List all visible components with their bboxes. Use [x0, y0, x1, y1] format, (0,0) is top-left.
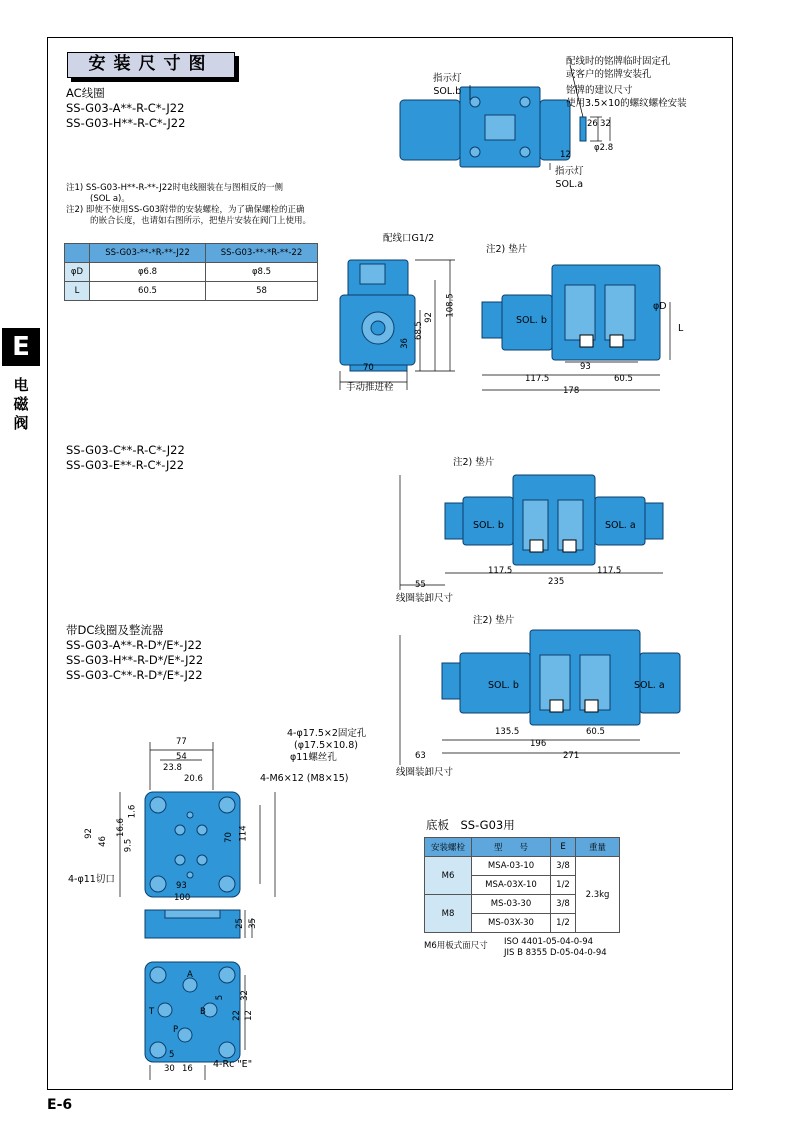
lamp-b-label: 指示灯 SOL.b — [433, 73, 462, 97]
page-number: E-6 — [47, 1097, 73, 1113]
base-dim-32: 32 — [239, 990, 250, 1001]
base-dim-30: 30 — [164, 1064, 175, 1074]
front-ce-note: 注2) 垫片 — [453, 457, 495, 468]
front-dc-drawing — [395, 615, 695, 775]
front-dc-coil-removal: 线圈装卸尺寸 — [396, 767, 454, 778]
port-b-label: B — [200, 1007, 206, 1017]
top-dim-32: 32 — [600, 119, 611, 129]
notes: 注1) SS-G03-H**-R-**-J22时电线圈装在与图相反的一侧 (SOL a)。 注2) 即使不使用SS-G03附带的安装螺栓，为了确保螺栓的正确 的嵌合长度，也请如右图所示，把垫片安装在阀门上使用。 — [66, 183, 312, 226]
front-ac-note: 注2) 垫片 — [486, 244, 528, 255]
top-dim-12: 12 — [560, 150, 571, 160]
subplate-table: 安装螺栓 型 号 E 重量 M6 MSA-03-10 3/8 2.3kg MSA-03X-10 1/2 M8 MS-03-30 3/8 MS-03X-30 1/2 — [424, 837, 620, 933]
base-dim-23: 23.8 — [163, 763, 182, 773]
nameplate-hole-label: 配线时的铭牌临时固定孔 或客户的铭牌安装孔 — [566, 56, 671, 80]
front-ce-sol-a: SOL. a — [605, 520, 636, 531]
base-dim-16: 16.6 — [115, 818, 126, 837]
base-dim-5b: 5 — [169, 1050, 175, 1060]
ac-heading: AC线圈 SS-G03-A**-R-C*-J22 SS-G03-H**-R-C*-J22 — [66, 86, 186, 130]
base-label-bolt: 4-M6×12 (M8×15) — [260, 773, 349, 784]
section-label: 电 磁 阀 — [13, 376, 29, 432]
top-dim-phi: φ2.8 — [594, 143, 614, 153]
front-dc-dim-63: 63 — [415, 751, 426, 761]
ce-models: SS-G03-C**-R-C*-J22 SS-G03-E**-R-C*-J22 — [66, 443, 185, 472]
wiring-port-label: 配线口G1/2 — [383, 233, 435, 244]
side-dim-68: 68.5 — [413, 321, 424, 340]
front-dc-dim-60: 60.5 — [586, 727, 605, 737]
base-dim-93: 93 — [176, 881, 187, 891]
base-dim-25: 25 — [234, 918, 245, 929]
base-dim-1: 1.6 — [127, 804, 138, 819]
port-a-label: A — [187, 970, 193, 980]
subplate-title: 底板 SS-G03用 — [426, 818, 515, 832]
base-label-rc: 4-Rc "E" — [213, 1059, 253, 1070]
front-ac-dim-117: 117.5 — [525, 374, 550, 384]
base-dim-100: 100 — [174, 893, 191, 903]
dc-heading: 带DC线圈及整流器 SS-G03-A**-R-D*/E*-J22 SS-G03-H**-R-D*/E*-J22 SS-G03-C**-R-D*/E*-J22 — [66, 623, 204, 682]
base-label-screw: φ11螺丝孔 — [290, 752, 337, 763]
base-label-cut: 4-φ11切口 — [68, 874, 115, 885]
base-dim-114: 114 — [238, 825, 249, 842]
side-dim-108: 108.5 — [445, 293, 456, 318]
front-ce-sol-b: SOL. b — [473, 520, 504, 531]
front-dc-dim-271: 271 — [563, 751, 580, 761]
front-dc-note: 注2) 垫片 — [473, 615, 515, 626]
side-dim-70: 70 — [363, 363, 374, 373]
front-dc-dim-135: 135.5 — [495, 727, 520, 737]
base-dim-46: 46 — [97, 836, 108, 847]
front-ac-dim-93: 93 — [580, 362, 591, 372]
standards: ISO 4401-05-04-0-94 JIS B 8355 D-05-04-0-94 — [504, 937, 607, 958]
front-ce-dim-55: 55 — [415, 580, 426, 590]
m6-note: M6用板式面尺寸 — [424, 941, 488, 951]
base-dim-54: 54 — [176, 752, 187, 762]
base-dim-12: 12 — [243, 1010, 254, 1021]
front-ce-dim-117a: 117.5 — [488, 566, 513, 576]
top-dim-26: 26 — [587, 119, 598, 129]
front-ac-drawing — [470, 240, 690, 400]
lamp-a-label: 指示灯 SOL.a — [555, 166, 584, 190]
base-dim-22: 22 — [231, 1010, 242, 1021]
page-title: 安装尺寸图 — [67, 52, 235, 78]
front-ac-sol-b: SOL. b — [516, 315, 547, 326]
front-dc-sol-a: SOL. a — [634, 680, 665, 691]
front-ac-dim-60: 60.5 — [614, 374, 633, 384]
base-label-holes-alt: (φ17.5×10.8) — [294, 740, 358, 751]
front-dc-dim-196: 196 — [530, 739, 547, 749]
side-dim-36: 36 — [399, 338, 410, 349]
base-dim-70: 70 — [223, 832, 234, 843]
front-ce-dim-117b: 117.5 — [597, 566, 622, 576]
base-dim-77: 77 — [176, 737, 187, 747]
front-ac-l: L — [678, 323, 684, 334]
front-dc-sol-b: SOL. b — [488, 680, 519, 691]
port-p-label: P — [173, 1025, 179, 1035]
front-ce-drawing — [395, 455, 685, 595]
base-dim-35: 35 — [247, 918, 258, 929]
push-pin-label: 手动推进栓 — [346, 382, 394, 393]
base-dim-5a: 5 — [215, 994, 226, 1001]
nameplate-size-label: 铭牌的建议尺寸 使用3.5×10的螺纹螺栓安装 — [566, 85, 687, 109]
base-dim-92: 92 — [83, 828, 94, 839]
base-label-holes: 4-φ17.5×2固定孔 — [287, 728, 367, 739]
base-dim-16b: 16 — [182, 1064, 193, 1074]
side-dim-92: 92 — [423, 312, 434, 323]
section-tab: E — [2, 328, 40, 366]
port-t-label: T — [149, 1007, 155, 1017]
front-ce-dim-235: 235 — [548, 577, 565, 587]
front-ce-coil-removal: 线圈装卸尺寸 — [396, 593, 454, 604]
dimension-table: SS-G03-**-*R-**-J22 SS-G03-**-*R-**-22 φD φ6.8 φ8.5 L 60.5 58 — [64, 243, 318, 301]
side-view-drawing — [320, 240, 460, 400]
base-dim-9: 9.5 — [123, 838, 134, 853]
base-dim-20: 20.6 — [184, 774, 203, 784]
front-ac-dim-178: 178 — [563, 386, 580, 396]
front-ac-phi-d: φD — [653, 301, 667, 312]
